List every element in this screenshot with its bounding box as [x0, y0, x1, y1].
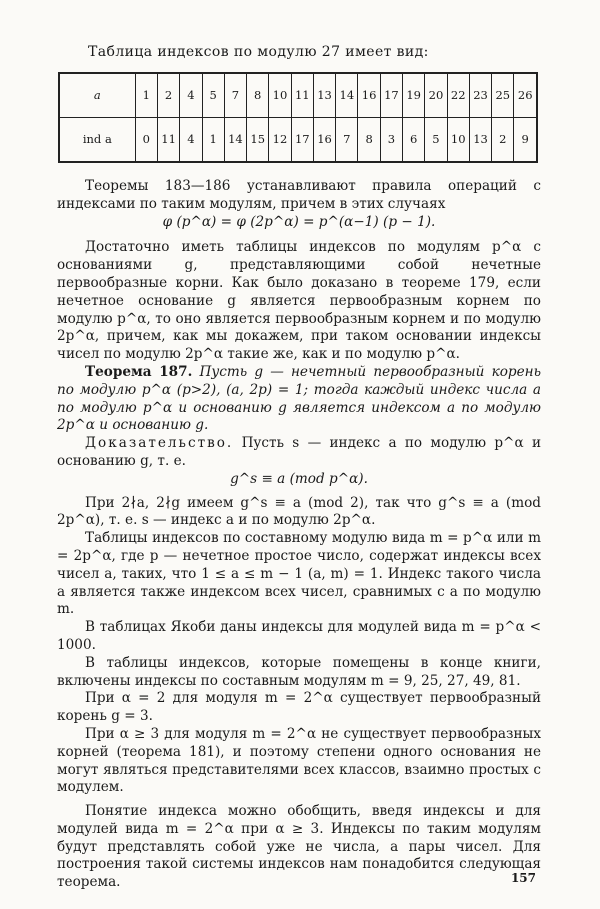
- theorem-187: [57, 364, 541, 435]
- table-row-ind: [59, 118, 537, 163]
- a-cell: 25: [492, 73, 514, 118]
- ind-cell: 8: [358, 118, 380, 163]
- ind-cell: 2: [492, 118, 514, 163]
- row-label-ind: ind a: [59, 118, 135, 163]
- proof-body: Пусть s — индекс a по модулю p^α и основанию g, т. е.: [57, 435, 541, 469]
- a-cell: 10: [269, 73, 291, 118]
- ind-cell: 4: [180, 118, 202, 163]
- ind-cell: 13: [469, 118, 491, 163]
- body-text: [57, 178, 541, 892]
- ind-cell: 1: [202, 118, 224, 163]
- a-cell: 7: [224, 73, 246, 118]
- table-intro: Таблица индексов по модулю 27 имеет вид:: [88, 44, 429, 60]
- paragraph-7: При α = 2 для модуля m = 2^α существует первообразный корень g = 3.: [57, 690, 541, 725]
- a-cell: 20: [425, 73, 447, 118]
- paragraph-4: Таблицы индексов по составному модулю вида m = p^α или m = 2p^α, где p — нечетное простое число, содержат индексы всех чисел a, таких, что 1 ≤ a ≤ m − 1 (a, m) = 1. Индекс такого числа a является также индексом всех чисел, сравнимых с a по модулю m.: [57, 530, 541, 618]
- page-number: 157: [510, 871, 536, 885]
- ind-cell: 15: [247, 118, 269, 163]
- a-cell: 19: [403, 73, 425, 118]
- a-cell: 23: [469, 73, 491, 118]
- ind-cell: 10: [447, 118, 469, 163]
- ind-cell: 6: [403, 118, 425, 163]
- proof: [57, 435, 541, 471]
- paragraph-2: Достаточно иметь таблицы индексов по модулям p^α с основаниями g, представляющими собой нечетные первообразные корни. Как было доказано в теореме 179, если нечетное основание g является первообразным корнем по модулю p^α, то оно является первообразным корнем и по модулю 2p^α, причем, как мы докажем, при таком основании индексы чисел по модулю 2p^α такие же, как и по модулю p^α.: [57, 239, 541, 363]
- paragraph-6: В таблицы индексов, которые помещены в конце книги, включены индексы по составным модулям m = 9, 25, 27, 49, 81.: [57, 654, 541, 689]
- ind-cell: 11: [157, 118, 179, 163]
- a-cell: 17: [380, 73, 402, 118]
- a-cell: 13: [313, 73, 335, 118]
- paragraph-5: В таблицах Якоби даны индексы для модулей вида m = p^α < 1000.: [57, 619, 541, 653]
- ind-cell: 12: [269, 118, 291, 163]
- paragraph-1: Теоремы 183—186 устанавливают правила операций с индексами по таким модулям, причем в этих случаях: [57, 178, 541, 212]
- ind-cell: 14: [224, 118, 246, 163]
- a-cell: 22: [447, 73, 469, 118]
- row-label-a: a: [59, 73, 135, 118]
- a-cell: 4: [180, 73, 202, 118]
- a-cell: 1: [135, 73, 157, 118]
- a-cell: 5: [202, 73, 224, 118]
- a-cell: 16: [358, 73, 380, 118]
- ind-cell: 7: [336, 118, 358, 163]
- paragraph-9: Понятие индекса можно обобщить, введя индексы и для модулей вида m = 2^α при α ≥ 3. Индексы по таким модулям будут представлять собой уже не числа, а пары чисел. Для построения такой системы индексов нам понадобится следующая теорема.: [57, 803, 541, 891]
- theorem-title: Теорема 187.: [85, 363, 193, 380]
- proof-label: Доказательство.: [85, 435, 234, 452]
- ind-cell: 0: [135, 118, 157, 163]
- formula-congruence: g^s ≡ a (mod p^α).: [230, 470, 368, 487]
- a-cell: 26: [514, 73, 537, 118]
- table-row-a: [59, 73, 537, 118]
- a-cell: 14: [336, 73, 358, 118]
- formula-phi: φ (p^α) = φ (2p^α) = p^(α−1) (p − 1).: [162, 213, 436, 230]
- ind-cell: 3: [380, 118, 402, 163]
- a-cell: 11: [291, 73, 313, 118]
- ind-cell: 9: [514, 118, 537, 163]
- a-cell: 2: [157, 73, 179, 118]
- paragraph-3: При 2∤a, 2∤g имеем g^s ≡ a (mod 2), так что g^s ≡ a (mod 2p^α), т. е. s — индекс a и по модулю 2p^α.: [57, 494, 541, 529]
- theorem-body: Пусть g — нечетный первообразный корень по модулю p^α (p>2), (a, 2p) = 1; тогда каждый индекс числа a по модулю p^α и основанию g является индексом a по модулю 2p^α и основанию g.: [57, 363, 541, 434]
- ind-cell: 5: [425, 118, 447, 163]
- ind-cell: 16: [313, 118, 335, 163]
- ind-cell: 17: [291, 118, 313, 163]
- a-cell: 8: [247, 73, 269, 118]
- index-table: [58, 72, 538, 163]
- paragraph-8: При α ≥ 3 для модуля m = 2^α не существует первообразных корней (теорема 181), и поэтому степени одного основания не могут являться представителями всех классов, взаимно простых с модулем.: [57, 725, 541, 796]
